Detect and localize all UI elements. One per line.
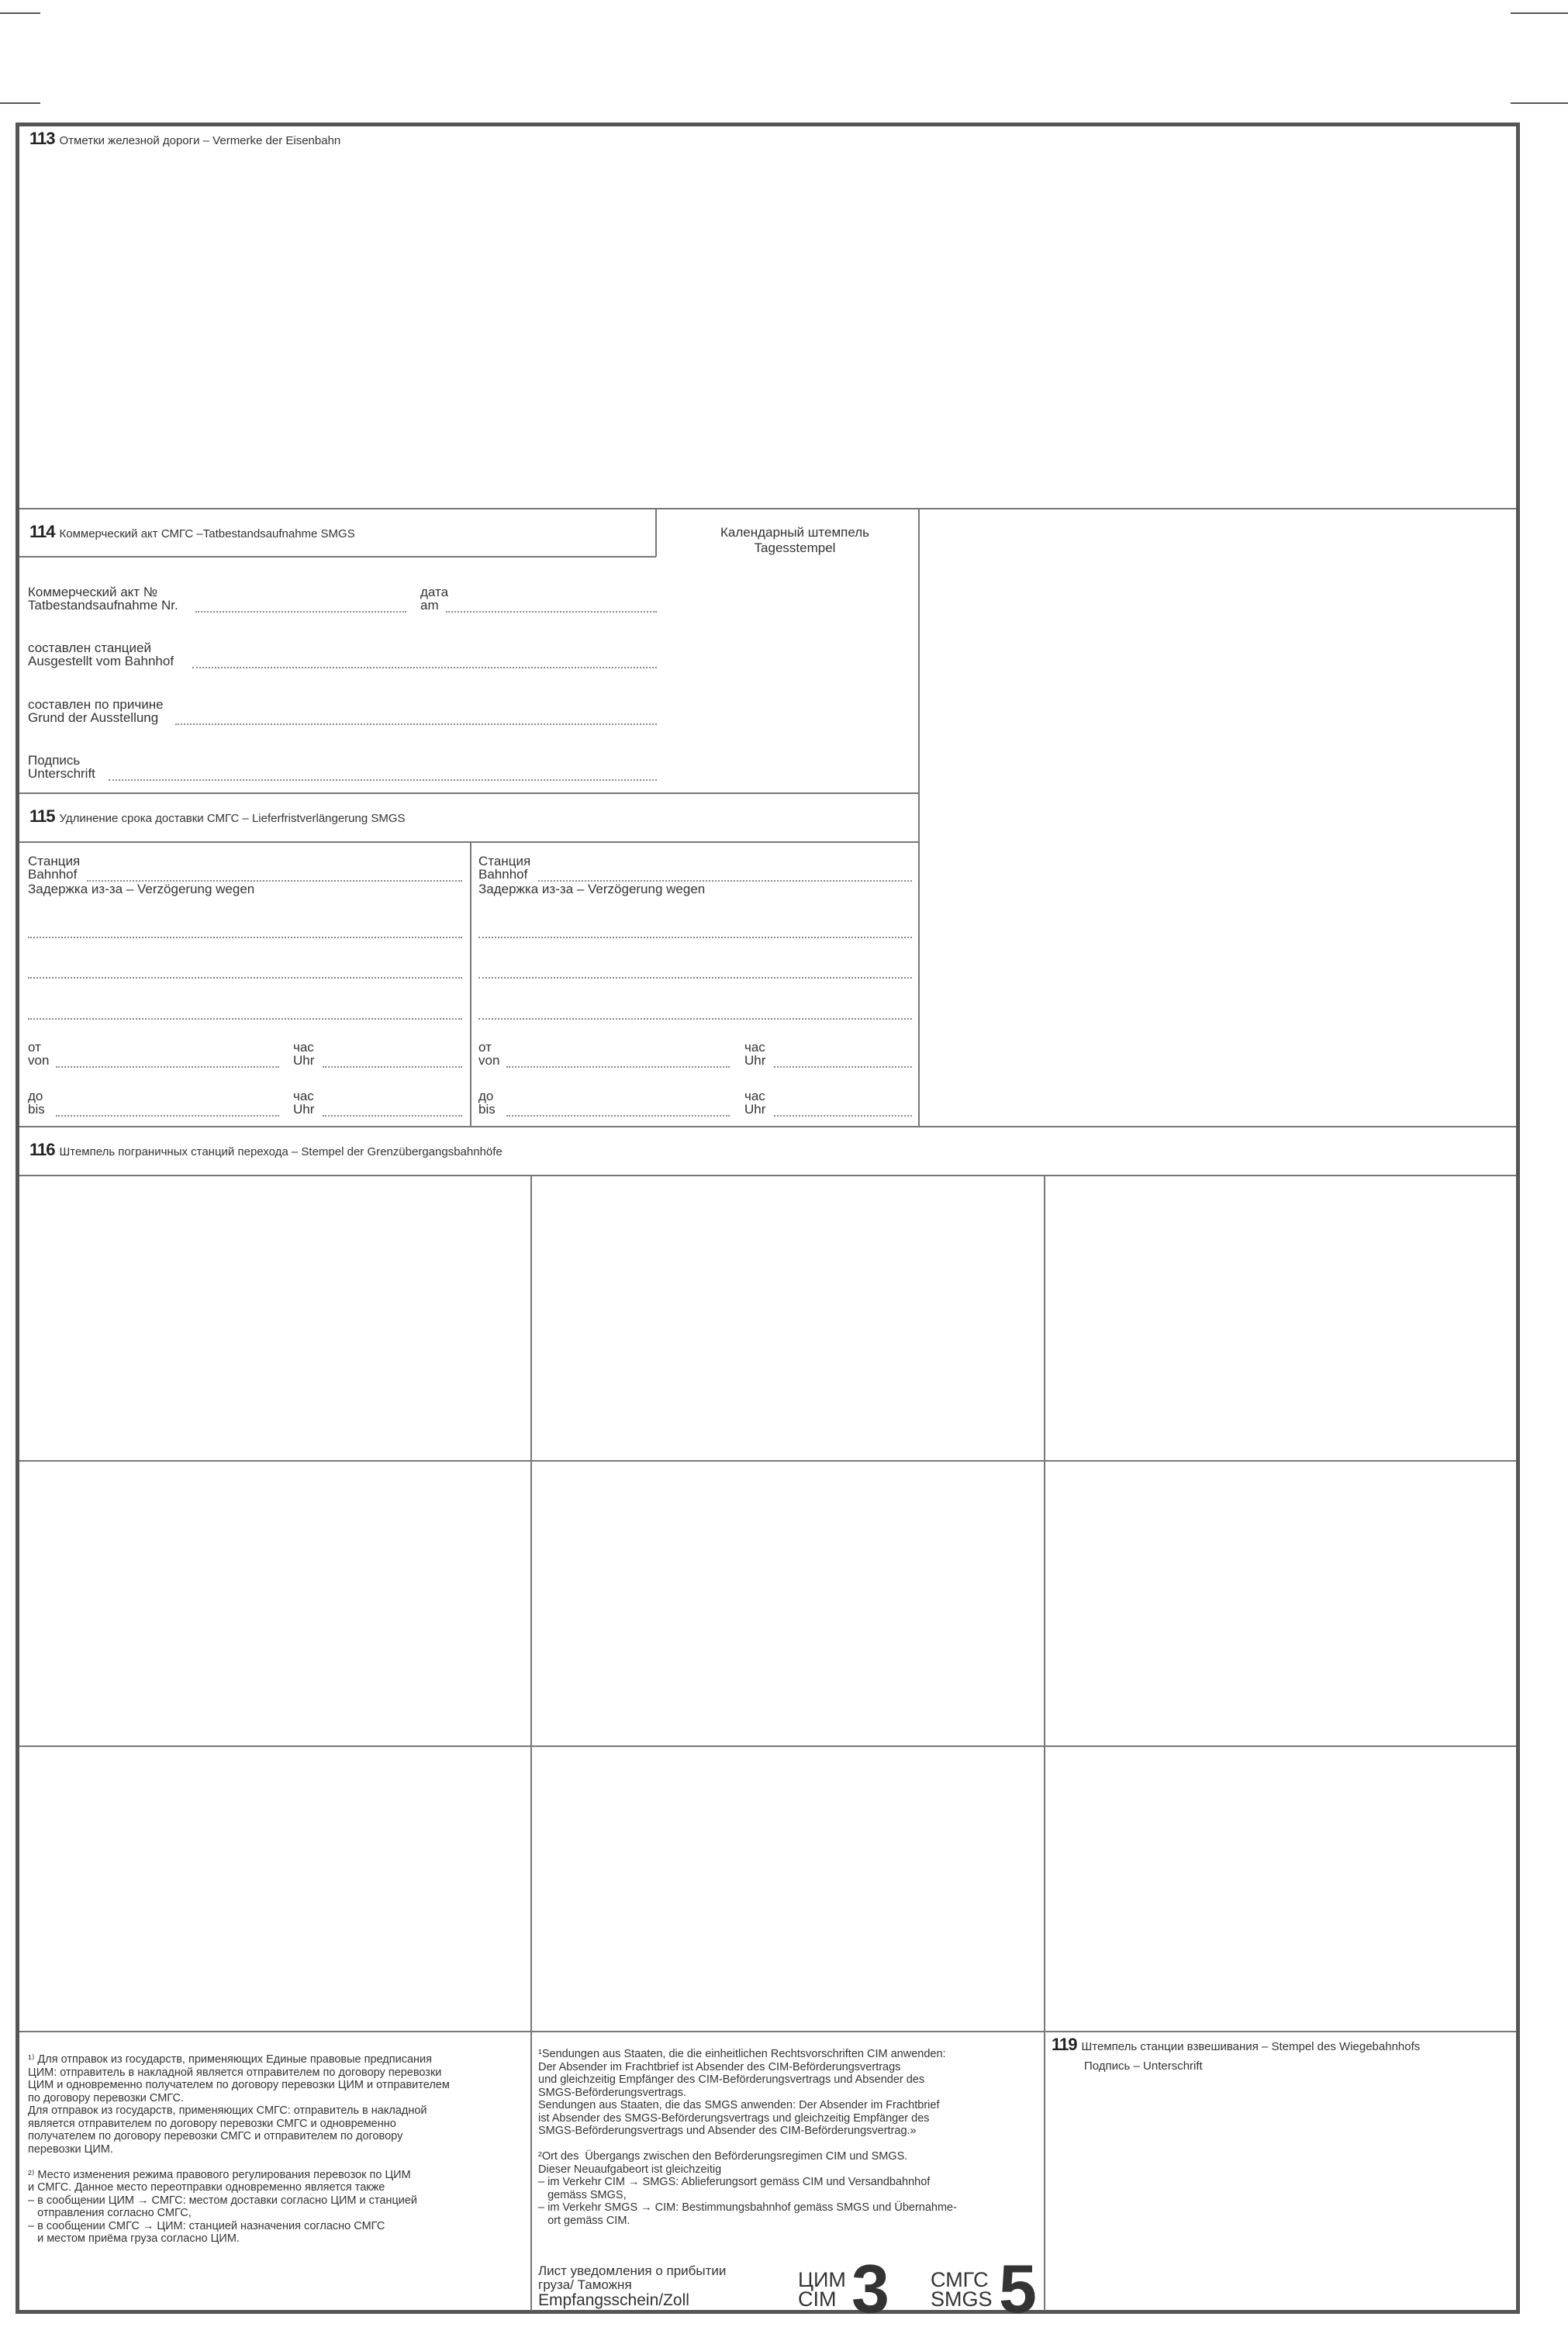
section-title: Отметки железной дороги – Vermerke der Eisenbahn [59,134,341,147]
to-de: bis [478,1102,496,1117]
hour-label-right-1 [744,1041,765,1067]
from-de: von [478,1053,500,1068]
section-number: 119 [1052,2035,1077,2054]
stamp-label-de: Tagesstempel [754,540,836,555]
station-label-de: Ausgestellt vom Bahnhof [28,654,174,668]
sheet-title-ru-2: груза/ Таможня [538,2277,632,2292]
hour-label-right-2 [744,1089,765,1116]
divider [19,1126,1516,1127]
crop-mark [0,102,40,104]
border-stamp-cell[interactable] [21,1462,529,1744]
station-ru: Станция [478,854,531,868]
calendar-stamp-label [667,525,923,556]
section-119-header [1052,2035,1420,2055]
act-number-label [28,585,178,612]
smgs-label-de: SMGS [931,2287,993,2311]
hour-field-left-1[interactable] [323,1066,462,1068]
hour-de: Uhr [293,1053,315,1068]
from-field-left[interactable] [56,1066,279,1068]
act-label-de: Tatbestandsaufnahme Nr. [28,598,178,613]
border-stamp-cell[interactable] [532,1462,1042,1744]
border-stamp-cell[interactable] [1045,1462,1514,1744]
hour-ru: час [293,1089,314,1103]
hour-de: Uhr [744,1102,766,1117]
hour-field-left-2[interactable] [323,1115,462,1117]
hour-label-left-2 [293,1089,314,1116]
delay-line-left-3[interactable] [28,1018,462,1020]
station-ru: Станция [28,854,81,868]
signature-label-de: Unterschrift [28,766,95,781]
section-title: Штемпель станции взвешивания – Stempel des Wiegebahnhofs [1081,2040,1421,2053]
delay-line-right-1[interactable] [478,937,912,938]
to-ru: до [478,1089,494,1103]
reason-label-de: Grund der Ausstellung [28,710,159,725]
hour-ru: час [744,1040,765,1055]
hour-de: Uhr [293,1102,315,1117]
delay-label-right: Задержка из-за – Verzögerung wegen [478,882,706,896]
hour-field-right-1[interactable] [774,1066,912,1068]
station-label-left [28,854,80,881]
to-de: bis [28,1102,45,1117]
border-stamp-cell[interactable] [532,1747,1042,2029]
from-de: von [28,1053,50,1068]
smgs-label [931,2270,993,2309]
cim-label-de: CIM [798,2287,837,2311]
reason-field[interactable] [175,723,657,725]
section-number: 114 [29,522,55,541]
from-ru: от [28,1040,41,1055]
footnotes-german: ¹Sendungen aus Staaten, die die einheitlichen Rechtsvorschriften CIM anwenden: Der Absender im Frachtbrief ist Absender des CIM-Beförderungsvertrags und gleichzeitig Empfänger des CIM-Beförderungsvertrags und Absender des SMGS-Beförderungsvertrags. Sendungen aus Staaten, die das SMGS anwenden: Der Absender im Frachtbrief ist Absender des SMGS-Beförderungsvertrags und gleichzeitig Empfänger des SMGS-Beförderungsvertrags und Absender des CIM-Beförderungsvertrag.» ²Ort des Übergangs zwischen den Beförderungsregimen CIM und SMGS. Dieser Neuaufgabeort ist gleichzeitig – im Verkehr CIM → SMGS: Ablieferungsort gemäss CIM und Versandbahnhof gemäss SMGS, – im Verkehr SMGS → CIM: Bestimmungsbahnhof gemäss SMGS und Übernahme- ort gemäss CIM. [538,2048,957,2227]
delay-line-right-3[interactable] [478,1018,912,1020]
to-field-left[interactable] [56,1115,279,1117]
station-de: Bahnhof [478,867,528,882]
divider [19,556,656,558]
border-stamp-cell[interactable] [1045,1747,1514,2029]
divider [19,841,919,843]
section-113-header [29,129,340,149]
date-label [420,585,448,612]
section-title: Коммерческий акт СМГС –Tatbestandsaufnahme SMGS [59,527,355,540]
divider [19,792,919,794]
delay-line-left-2[interactable] [28,977,462,979]
reason-label-ru: составлен по причине [28,697,164,712]
hour-field-right-2[interactable] [774,1115,912,1117]
from-field-right[interactable] [506,1066,730,1068]
divider [19,508,1516,509]
section-116-header [29,1140,503,1160]
issued-station-field[interactable] [192,667,657,668]
weighing-stamp-area[interactable] [1045,2086,1514,2309]
delay-line-left-1[interactable] [28,937,462,938]
section-title: Удлинение срока доставки СМГС – Lieferfristverlängerung SMGS [59,812,406,825]
divider [470,841,471,1126]
to-label-right [478,1089,496,1116]
station-de: Bahnhof [28,867,78,882]
smgs-sheet-number: 5 [999,2250,1037,2327]
station-label-ru: составлен станцией [28,640,151,655]
delay-label-left: Задержка из-за – Verzögerung wegen [28,882,255,896]
border-stamp-cell[interactable] [21,1747,529,2029]
hour-de: Uhr [744,1053,766,1068]
cim-label-ru: ЦИМ [798,2268,846,2291]
border-stamp-cell[interactable] [532,1176,1042,1459]
cim-sheet-number: 3 [851,2250,889,2327]
border-stamp-cell[interactable] [21,1176,529,1459]
signature-label [28,754,95,780]
to-label-left [28,1089,45,1116]
section-119-signature-label: Подпись – Unterschrift [1084,2059,1203,2073]
act-number-field[interactable] [195,611,406,613]
date-field[interactable] [446,611,657,613]
hour-ru: час [293,1040,314,1055]
to-ru: до [28,1089,43,1103]
date-label-de: am [420,598,439,613]
section-number: 116 [29,1140,55,1159]
station-label-right [478,854,530,881]
section-number: 113 [29,129,55,148]
sheet-title-ru-1: Лист уведомления о прибытии [538,2263,727,2278]
sheet-title [538,2264,726,2309]
stamp-label-ru: Календарный штемпель [720,525,870,540]
divider [655,508,657,557]
act-label-ru: Коммерческий акт № [28,585,158,599]
signature-field[interactable] [109,779,657,781]
to-field-right[interactable] [506,1115,730,1117]
hour-label-left-1 [293,1041,314,1067]
hour-ru: час [744,1089,765,1103]
section-115-header [29,806,406,827]
section-number: 115 [29,806,55,826]
from-label-right [478,1041,499,1067]
from-ru: от [478,1040,492,1055]
smgs-label-ru: СМГС [931,2268,989,2291]
delay-line-right-2[interactable] [478,977,912,979]
cim-label [798,2270,846,2309]
issued-station-label [28,641,174,668]
crop-mark [0,12,40,14]
from-label-left [28,1041,49,1067]
divider [918,508,920,1126]
crop-mark [1511,102,1568,104]
divider [19,2031,1516,2032]
signature-label-ru: Подпись [28,753,81,768]
date-label-ru: дата [420,585,449,599]
sheet-title-de: Empfangsschein/Zoll [538,2291,689,2309]
section-114-header [29,522,355,542]
reason-label [28,698,164,724]
section-title: Штемпель пограничных станций перехода – Stempel der Grenzübergangsbahnhöfe [59,1145,503,1158]
crop-mark [1511,12,1568,14]
footnotes-russian: ¹⁾ Для отправок из государств, применяющих Единые правовые предписания ЦИМ: отправитель в накладной является отправителем по договору перевозки ЦИМ и одновременно получателем по договору перевозки ЦИМ и отправителем по договору перевозки СМГС. Для отправок из государств, применяющих СМГС: отправитель в накладной является отправителем по договору перевозки СМГС и одновременно получателем по договору перевозки СМГС и отправителем по договору перевозки ЦИМ. ²⁾ Место изменения режима правового регулирования перевозок по ЦИМ и СМГС. Данное место переотправки одновременно является также – в сообщении ЦИМ → СМГС: местом доставки согласно ЦИМ и станцией отправления согласно СМГС, – в сообщении СМГС → ЦИМ: станцией назначения согласно СМГС и местом приёма груза согласно ЦИМ. [28,2053,450,2245]
border-stamp-cell[interactable] [1045,1176,1514,1459]
